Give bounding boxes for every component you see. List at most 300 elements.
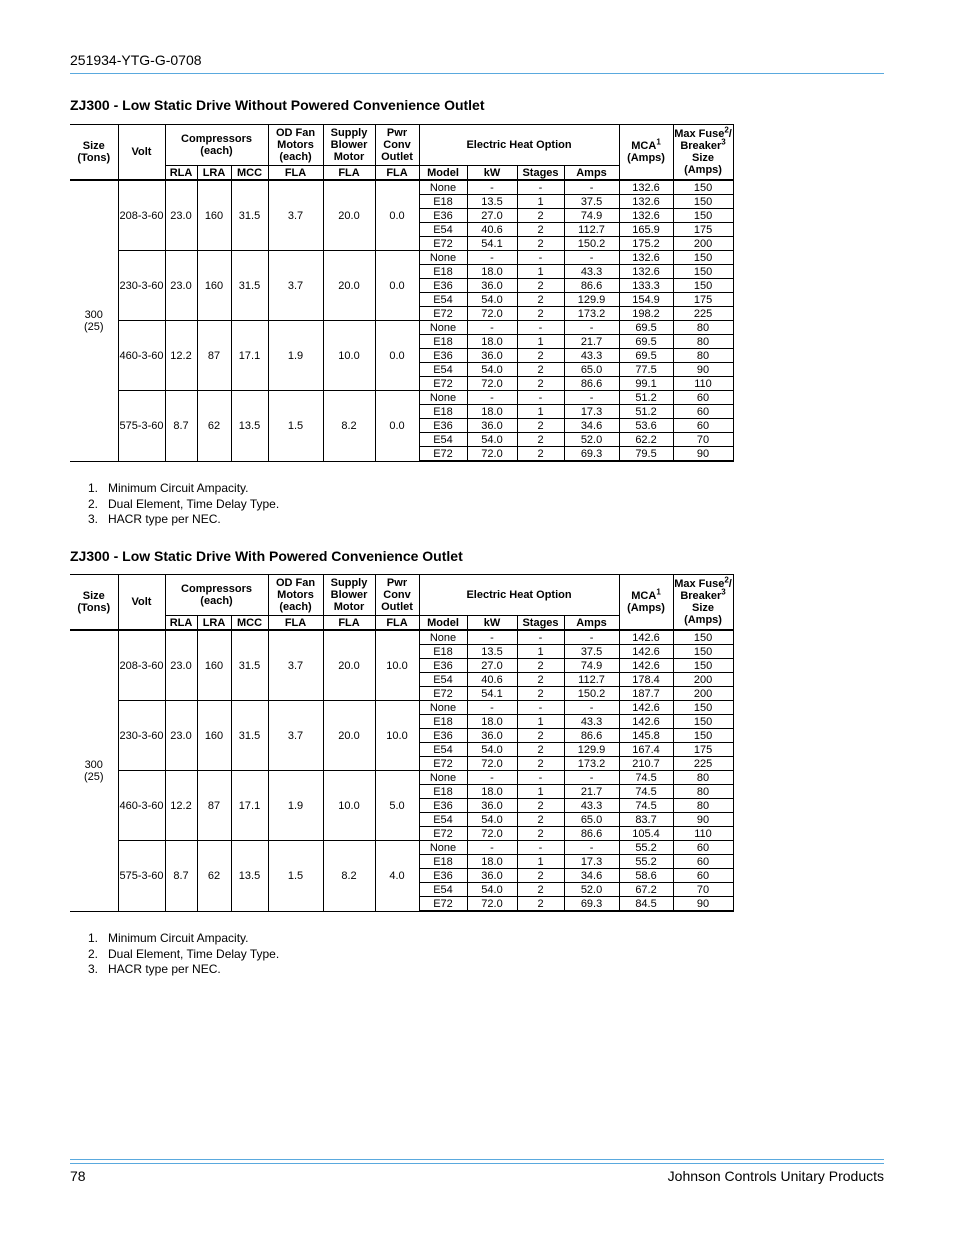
heat-option-cell: 65.0 [564, 363, 619, 377]
heat-option-cell: 77.5 [619, 363, 673, 377]
heat-option-cell: E54 [419, 293, 467, 307]
heat-option-cell: 72.0 [467, 757, 517, 771]
heat-option-cell: 54.1 [467, 687, 517, 701]
breaker-label: / Breaker [680, 128, 732, 152]
heat-option-cell: 142.6 [619, 645, 673, 659]
blower-fla-cell: 20.0 [323, 701, 375, 771]
table-row [70, 630, 733, 645]
col-max-fuse-header [673, 575, 733, 631]
od-fan-fla-cell: 3.7 [268, 251, 323, 321]
mcc-cell: 13.5 [231, 391, 268, 462]
subheader-cell: RLA [165, 166, 197, 181]
lra-cell: 62 [197, 841, 231, 912]
heat-option-cell: 54.0 [467, 743, 517, 757]
size-line: (25) [83, 770, 104, 783]
header-line: Size [82, 590, 105, 602]
volt-cell: 575-3-60 [118, 391, 165, 462]
footnote-text: HACR type per NEC. [108, 962, 221, 976]
heat-option-cell: E54 [419, 363, 467, 377]
heat-option-cell: 198.2 [619, 307, 673, 321]
table-title-with-outlet: ZJ300 - Low Static Drive With Powered Convenience Outlet [70, 548, 463, 564]
heat-option-cell: 150 [673, 729, 733, 743]
col-mca-header [619, 125, 673, 181]
heat-option-cell: 70 [673, 433, 733, 447]
footnote-item [88, 947, 279, 963]
heat-option-cell: 17.3 [564, 405, 619, 419]
heat-option-cell: 80 [673, 321, 733, 335]
conv-outlet-fla-cell: 0.0 [375, 180, 419, 251]
subheader-cell: FLA [268, 616, 323, 631]
header-line: Motor [333, 601, 365, 613]
heat-option-cell: 175 [673, 293, 733, 307]
heat-option-cell: 142.6 [619, 715, 673, 729]
heat-option-cell: 62.2 [619, 433, 673, 447]
footnote-number: 3. [88, 962, 99, 976]
heat-option-cell: 86.6 [564, 729, 619, 743]
heat-option-cell: 129.9 [564, 743, 619, 757]
footnote-ref: 3 [721, 137, 726, 147]
heat-option-cell: 90 [673, 897, 733, 912]
heat-option-cell: 1 [517, 785, 564, 799]
heat-option-cell: 2 [517, 813, 564, 827]
heat-option-cell: 2 [517, 279, 564, 293]
heat-option-cell: 34.6 [564, 419, 619, 433]
col-od-fan-header [268, 575, 323, 616]
spec-table-with-outlet [70, 574, 734, 912]
heat-option-cell: E36 [419, 279, 467, 293]
heat-option-cell: 65.0 [564, 813, 619, 827]
heat-option-cell: 200 [673, 673, 733, 687]
heat-option-cell: 60 [673, 391, 733, 405]
heat-option-cell: 150.2 [564, 687, 619, 701]
heat-option-cell: - [517, 180, 564, 195]
heat-option-cell: 142.6 [619, 701, 673, 715]
col-size-header [70, 575, 118, 631]
heat-option-cell: None [419, 251, 467, 265]
heat-option-cell: 178.4 [619, 673, 673, 687]
header-line: (each) [279, 601, 312, 613]
heat-option-cell: - [467, 701, 517, 715]
heat-option-cell: 54.0 [467, 293, 517, 307]
subheader-cell: MCC [231, 166, 268, 181]
heat-option-cell: 1 [517, 335, 564, 349]
rla-cell: 23.0 [165, 180, 197, 251]
heat-option-cell: 60 [673, 419, 733, 433]
heat-option-cell: 133.3 [619, 279, 673, 293]
subheader-cell: kW [467, 166, 517, 181]
heat-option-cell: 40.6 [467, 673, 517, 687]
volt-cell: 575-3-60 [118, 841, 165, 912]
heat-option-cell: 90 [673, 363, 733, 377]
page-number: 78 [70, 1168, 86, 1184]
subheader-cell: Model [419, 616, 467, 631]
heat-option-cell: 142.6 [619, 630, 673, 645]
blower-fla-cell: 20.0 [323, 251, 375, 321]
header-line: (each) [279, 151, 312, 163]
heat-option-cell: 69.5 [619, 321, 673, 335]
blower-fla-cell: 10.0 [323, 771, 375, 841]
heat-option-cell: 43.3 [564, 799, 619, 813]
footnotes-without-outlet [88, 481, 279, 528]
col-od-fan-header [268, 125, 323, 166]
table-row [70, 771, 733, 785]
header-line: Outlet [381, 151, 413, 163]
heat-option-cell: 60 [673, 869, 733, 883]
heat-option-cell: E54 [419, 883, 467, 897]
footnote-text: Dual Element, Time Delay Type. [108, 946, 280, 961]
heat-option-cell: 34.6 [564, 869, 619, 883]
heat-option-cell: 132.6 [619, 265, 673, 279]
col-supply-blower-header [323, 125, 375, 166]
heat-option-cell: 27.0 [467, 209, 517, 223]
heat-option-cell: 175 [673, 223, 733, 237]
header-line: OD Fan [275, 127, 316, 139]
header-line: Motors [277, 589, 314, 601]
od-fan-fla-cell: 1.5 [268, 841, 323, 912]
subheader-cell: MCC [231, 616, 268, 631]
heat-option-cell: None [419, 180, 467, 195]
lra-cell: 87 [197, 771, 231, 841]
header-line: Supply [330, 127, 368, 139]
header-line: Blower [330, 139, 368, 151]
heat-option-cell: 74.5 [619, 799, 673, 813]
heat-option-cell: 2 [517, 363, 564, 377]
heat-option-cell: 2 [517, 659, 564, 673]
heat-option-cell: 132.6 [619, 180, 673, 195]
mcc-cell: 31.5 [231, 180, 268, 251]
rla-cell: 12.2 [165, 771, 197, 841]
heat-option-cell: 18.0 [467, 785, 517, 799]
heat-option-cell: - [467, 391, 517, 405]
rla-cell: 23.0 [165, 251, 197, 321]
table-row [70, 391, 733, 405]
header-row [70, 575, 733, 616]
heat-option-cell: 132.6 [619, 209, 673, 223]
col-supply-blower-header [323, 575, 375, 616]
heat-option-cell: E54 [419, 673, 467, 687]
footnote-number: 1. [88, 931, 99, 945]
heat-option-cell: None [419, 841, 467, 855]
heat-option-cell: 2 [517, 757, 564, 771]
subheader-cell: Stages [517, 166, 564, 181]
heat-option-cell: 150.2 [564, 237, 619, 251]
heat-option-cell: 18.0 [467, 405, 517, 419]
heat-option-cell: E18 [419, 195, 467, 209]
heat-option-cell: 225 [673, 757, 733, 771]
heat-option-cell: E18 [419, 335, 467, 349]
heat-option-cell: 2 [517, 673, 564, 687]
table-row [70, 321, 733, 335]
heat-option-cell: 55.2 [619, 855, 673, 869]
heat-option-cell: 80 [673, 349, 733, 363]
header-line: Conv [383, 589, 411, 601]
subheader-cell: Amps [564, 166, 619, 181]
heat-option-cell: 2 [517, 799, 564, 813]
heat-option-cell: 74.9 [564, 659, 619, 673]
mcc-cell: 13.5 [231, 841, 268, 912]
heat-option-cell: E72 [419, 307, 467, 321]
header-line: OD Fan [275, 577, 316, 589]
heat-option-cell: 67.2 [619, 883, 673, 897]
heat-option-cell: 55.2 [619, 841, 673, 855]
heat-option-cell: - [517, 771, 564, 785]
volt-cell: 460-3-60 [118, 321, 165, 391]
heat-option-cell: E18 [419, 855, 467, 869]
heat-option-cell: 112.7 [564, 223, 619, 237]
heat-option-cell: 74.9 [564, 209, 619, 223]
header-line: (Tons) [77, 152, 111, 164]
heat-option-cell: E54 [419, 223, 467, 237]
rla-cell: 8.7 [165, 391, 197, 462]
heat-option-cell: E36 [419, 419, 467, 433]
footnote-text: Minimum Circuit Ampacity. [108, 481, 249, 495]
heat-option-cell: - [467, 841, 517, 855]
header-line: Motors [277, 139, 314, 151]
lra-cell: 160 [197, 630, 231, 701]
col-max-fuse-header [673, 125, 733, 181]
heat-option-cell: 36.0 [467, 349, 517, 363]
heat-option-cell: 72.0 [467, 307, 517, 321]
heat-option-cell: 150 [673, 701, 733, 715]
heat-option-cell: E72 [419, 687, 467, 701]
subheader-cell: LRA [197, 616, 231, 631]
heat-option-cell: None [419, 321, 467, 335]
col-compressors-header [165, 575, 268, 616]
mca-unit: (Amps) [627, 152, 665, 164]
heat-option-cell: 74.5 [619, 771, 673, 785]
mcc-cell: 31.5 [231, 630, 268, 701]
heat-option-cell: 80 [673, 335, 733, 349]
heat-option-cell: 52.0 [564, 883, 619, 897]
heat-option-cell: 21.7 [564, 335, 619, 349]
heat-option-cell: 72.0 [467, 897, 517, 912]
footnote-item [88, 931, 279, 947]
volt-cell: 208-3-60 [118, 630, 165, 701]
heat-option-cell: 150 [673, 265, 733, 279]
footnote-item [88, 481, 279, 497]
heat-option-cell: 13.5 [467, 645, 517, 659]
heat-option-cell: 86.6 [564, 827, 619, 841]
heat-option-cell: 86.6 [564, 377, 619, 391]
heat-option-cell: 2 [517, 223, 564, 237]
heat-option-cell: 17.3 [564, 855, 619, 869]
heat-option-cell: - [564, 701, 619, 715]
max-fuse-label: Max Fuse [674, 128, 725, 140]
mcc-cell: 17.1 [231, 321, 268, 391]
footnote-number: 2. [88, 496, 99, 511]
heat-option-cell: - [564, 630, 619, 645]
od-fan-fla-cell: 1.9 [268, 321, 323, 391]
conv-outlet-fla-cell: 5.0 [375, 771, 419, 841]
footnote-number: 2. [88, 946, 99, 961]
blower-fla-cell: 8.2 [323, 841, 375, 912]
heat-option-cell: 2 [517, 433, 564, 447]
heat-option-cell: 200 [673, 687, 733, 701]
volt-cell: 230-3-60 [118, 701, 165, 771]
heat-option-cell: 43.3 [564, 265, 619, 279]
heat-option-cell: E36 [419, 659, 467, 673]
col-pwr-conv-header [375, 575, 419, 616]
heat-option-cell: - [517, 841, 564, 855]
mcc-cell: 17.1 [231, 771, 268, 841]
blower-fla-cell: 20.0 [323, 630, 375, 701]
lra-cell: 160 [197, 251, 231, 321]
heat-option-cell: 1 [517, 405, 564, 419]
heat-option-cell: 1 [517, 855, 564, 869]
subheader-cell: FLA [323, 166, 375, 181]
header-line: Size [82, 140, 105, 152]
mcc-cell: 31.5 [231, 251, 268, 321]
heat-option-cell: E36 [419, 209, 467, 223]
footnote-text: HACR type per NEC. [108, 512, 221, 526]
heat-option-cell: 69.3 [564, 897, 619, 912]
heat-option-cell: 99.1 [619, 377, 673, 391]
heat-option-cell: 80 [673, 799, 733, 813]
heat-option-cell: 150 [673, 659, 733, 673]
conv-outlet-fla-cell: 10.0 [375, 630, 419, 701]
heat-option-cell: 37.5 [564, 195, 619, 209]
footnote-text: Dual Element, Time Delay Type. [108, 496, 280, 511]
conv-outlet-fla-cell: 0.0 [375, 321, 419, 391]
lra-cell: 62 [197, 391, 231, 462]
heat-option-cell: 37.5 [564, 645, 619, 659]
header-line: (Amps) [684, 614, 722, 626]
mca-label: MCA [631, 590, 657, 602]
heat-option-cell: 2 [517, 349, 564, 363]
heat-option-cell: 175.2 [619, 237, 673, 251]
lra-cell: 160 [197, 701, 231, 771]
header-line: (each) [200, 595, 233, 607]
header-line: Size [692, 602, 715, 614]
heat-option-cell: 80 [673, 785, 733, 799]
heat-option-cell: 69.3 [564, 447, 619, 462]
heat-option-cell: E72 [419, 377, 467, 391]
footnote-ref: 2 [724, 575, 729, 585]
heat-option-cell: - [517, 321, 564, 335]
heat-option-cell: 1 [517, 265, 564, 279]
heat-option-cell: 150 [673, 645, 733, 659]
heat-option-cell: 54.1 [467, 237, 517, 251]
heat-option-cell: 2 [517, 827, 564, 841]
heat-option-cell: - [564, 251, 619, 265]
heat-option-cell: 90 [673, 813, 733, 827]
heat-option-cell: E18 [419, 715, 467, 729]
heat-option-cell: 145.8 [619, 729, 673, 743]
table-row [70, 701, 733, 715]
subheader-cell: kW [467, 616, 517, 631]
breaker-label: / Breaker [680, 578, 732, 602]
heat-option-cell: 105.4 [619, 827, 673, 841]
heat-option-cell: 165.9 [619, 223, 673, 237]
header-line: Compressors [181, 133, 252, 145]
heat-option-cell: 150 [673, 715, 733, 729]
table-title-without-outlet: ZJ300 - Low Static Drive Without Powered Convenience Outlet [70, 97, 485, 113]
heat-option-cell: 2 [517, 237, 564, 251]
col-size-header [70, 125, 118, 181]
heat-option-cell: - [467, 321, 517, 335]
heat-option-cell: 173.2 [564, 307, 619, 321]
conv-outlet-fla-cell: 0.0 [375, 391, 419, 462]
heat-option-cell: 150 [673, 195, 733, 209]
volt-cell: 460-3-60 [118, 771, 165, 841]
footnote-number: 3. [88, 512, 99, 526]
mcc-cell: 31.5 [231, 701, 268, 771]
heat-option-cell: 154.9 [619, 293, 673, 307]
document-id: 251934-YTG-G-0708 [70, 52, 202, 68]
od-fan-fla-cell: 3.7 [268, 180, 323, 251]
lra-cell: 87 [197, 321, 231, 391]
footnote-item [88, 497, 279, 513]
col-electric-heat-header: Electric Heat Option [419, 575, 619, 616]
footnote-number: 1. [88, 481, 99, 495]
heat-option-cell: 21.7 [564, 785, 619, 799]
header-rule [70, 73, 884, 74]
heat-option-cell: 72.0 [467, 447, 517, 462]
heat-option-cell: 2 [517, 447, 564, 462]
heat-option-cell: 27.0 [467, 659, 517, 673]
heat-option-cell: 2 [517, 883, 564, 897]
heat-option-cell: - [467, 771, 517, 785]
heat-option-cell: 150 [673, 279, 733, 293]
size-line: 300 [84, 758, 103, 771]
size-cell [70, 630, 118, 911]
heat-option-cell: E36 [419, 869, 467, 883]
header-row [70, 125, 733, 166]
heat-option-cell: - [517, 251, 564, 265]
heat-option-cell: 60 [673, 841, 733, 855]
heat-option-cell: 43.3 [564, 349, 619, 363]
heat-option-cell: 90 [673, 447, 733, 462]
heat-option-cell: E72 [419, 237, 467, 251]
size-line: (25) [83, 320, 104, 333]
heat-option-cell: 1 [517, 645, 564, 659]
heat-option-cell: - [564, 841, 619, 855]
size-cell [70, 180, 118, 461]
subheader-cell: Amps [564, 616, 619, 631]
heat-option-cell: 110 [673, 377, 733, 391]
heat-option-cell: None [419, 771, 467, 785]
volt-cell: 208-3-60 [118, 180, 165, 251]
heat-option-cell: E54 [419, 433, 467, 447]
heat-option-cell: 129.9 [564, 293, 619, 307]
conv-outlet-fla-cell: 4.0 [375, 841, 419, 912]
subheader-cell: FLA [268, 166, 323, 181]
heat-option-cell: E72 [419, 897, 467, 912]
heat-option-cell: 142.6 [619, 659, 673, 673]
heat-option-cell: 72.0 [467, 827, 517, 841]
heat-option-cell: None [419, 701, 467, 715]
heat-option-cell: 150 [673, 180, 733, 195]
heat-option-cell: 51.2 [619, 391, 673, 405]
heat-option-cell: 36.0 [467, 869, 517, 883]
heat-option-cell: E36 [419, 349, 467, 363]
heat-option-cell: E18 [419, 785, 467, 799]
table-row [70, 251, 733, 265]
heat-option-cell: 60 [673, 855, 733, 869]
heat-option-cell: 69.5 [619, 349, 673, 363]
heat-option-cell: 150 [673, 209, 733, 223]
footnote-item [88, 512, 279, 528]
rla-cell: 12.2 [165, 321, 197, 391]
heat-option-cell: 2 [517, 209, 564, 223]
heat-option-cell: 86.6 [564, 279, 619, 293]
header-line: Compressors [181, 583, 252, 595]
col-pwr-conv-header [375, 125, 419, 166]
max-fuse-label: Max Fuse [674, 578, 725, 590]
heat-option-cell: 80 [673, 771, 733, 785]
od-fan-fla-cell: 3.7 [268, 630, 323, 701]
heat-option-cell: E18 [419, 405, 467, 419]
